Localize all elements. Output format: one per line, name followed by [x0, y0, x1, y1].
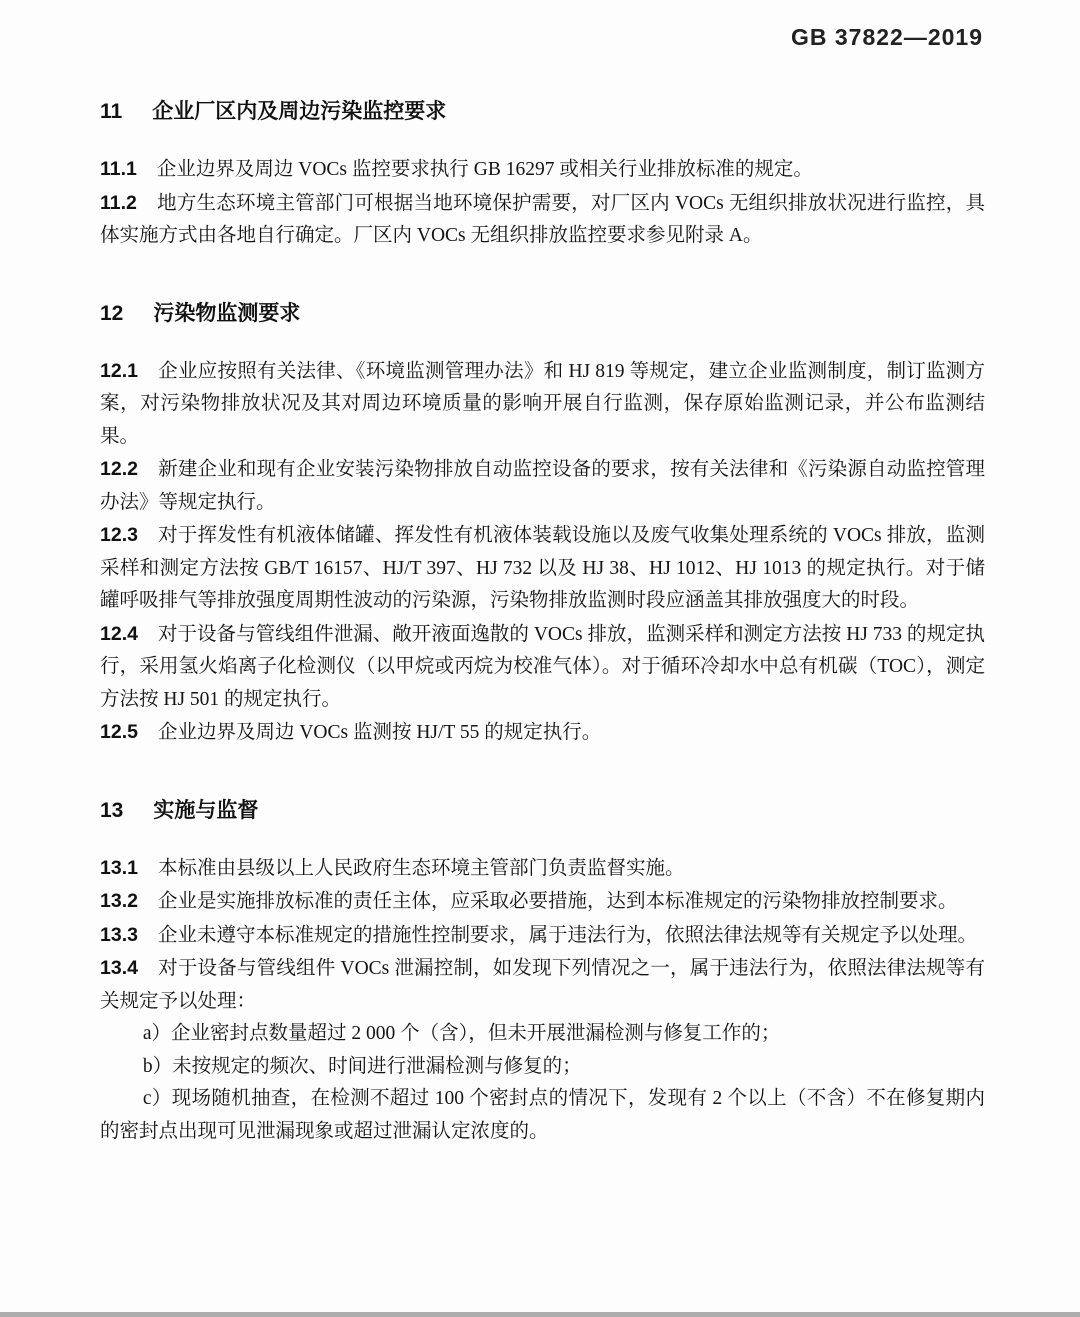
section-13-heading — [100, 794, 985, 824]
clause-13-1 — [100, 852, 985, 886]
clause-11-2-text: 地方生态环境主管部门可根据当地环境保护需要，对厂区内 VOCs 无组织排放状况进行监控，具体实施方式由各地自行确定。厂区内 VOCs 无组织排放监控要求参见附录 A。 — [100, 192, 985, 246]
clause-13-4-number: 13.4 — [100, 957, 138, 979]
clause-12-1-text: 企业应按照有关法律、《环境监测管理办法》和 HJ 819 等规定，建立企业监测制度，制订监测方案，对污染物排放状况及其对周边环境质量的影响开展自行监测，保存原始监测记录，并公布监测结果。 — [100, 360, 985, 447]
section-13-title: 实施与监督 — [153, 798, 259, 822]
clause-12-2-number: 12.2 — [100, 458, 138, 480]
section-12-title: 污染物监测要求 — [153, 301, 301, 325]
clause-13-2 — [100, 885, 985, 919]
list-item-b: b）未按规定的频次、时间进行泄漏检测与修复的； — [142, 1055, 582, 1077]
clause-12-5-text: 企业边界及周边 VOCs 监测按 HJ/T 55 的规定执行。 — [157, 722, 602, 743]
clause-12-2 — [100, 453, 985, 519]
clause-13-1-text: 本标准由县级以上人民政府生态环境主管部门负责监督实施。 — [157, 857, 685, 879]
list-item-a: a）企业密封点数量超过 2 000 个（含），但未开展泄漏检测与修复工作的； — [142, 1023, 781, 1044]
clause-12-1-number: 12.1 — [100, 359, 138, 382]
clause-12-3 — [100, 519, 985, 618]
clause-12-1 — [100, 355, 985, 454]
section-12-heading — [100, 297, 985, 327]
clause-11-1 — [100, 153, 985, 187]
standard-number-header: GB 37822—2019 — [790, 24, 983, 50]
section-12-number: 12 — [100, 301, 124, 325]
clause-11-2 — [100, 187, 985, 253]
clause-12-2-text: 新建企业和现有企业安装污染物排放自动监控设备的要求，按有关法律和《污染源自动监控管理办法》等规定执行。 — [100, 459, 985, 513]
clause-11-2-number: 11.2 — [100, 191, 137, 214]
clause-12-5 — [100, 716, 985, 750]
clause-13-3-number: 13.3 — [100, 923, 138, 946]
section-13-number: 13 — [100, 798, 124, 822]
clause-13-3 — [100, 919, 985, 953]
clause-13-4-text: 对于设备与管线组件 VOCs 泄漏控制，如发现下列情况之一，属于违法行为，依照法律法规等有关规定予以处理： — [100, 958, 985, 1012]
clause-12-4-text: 对于设备与管线组件泄漏、敞开液面逸散的 VOCs 排放，监测采样和测定方法按 HJ 733 的规定执行，采用氢火焰离子化检测仪（以甲烷或丙烷为校准气体）。对于循环冷却水中总有机碳（TOC），测定方法按 HJ 501 的规定执行。 — [100, 623, 985, 710]
clause-13-3-text: 企业未遵守本标准规定的措施性控制要求，属于违法行为，依照法律法规等有关规定予以处理。 — [157, 924, 977, 946]
clause-12-3-text: 对于挥发性有机液体储罐、挥发性有机液体装载设施以及废气收集处理系统的 VOCs 排放，监测采样和测定方法按 GB/T 16157、HJ/T 397、HJ 732 以及 HJ 38、HJ 1012、HJ 1013 的规定执行。对于储罐呼吸排气等排放强度周期性波动的污染源，污染物排放监测时段应涵盖其排放强度大的时段。 — [100, 525, 985, 611]
section-11-title: 企业厂区内及周边污染监控要求 — [152, 100, 447, 123]
clause-11-1-text: 企业边界及周边 VOCs 监控要求执行 GB 16297 或相关行业排放标准的规定。 — [156, 159, 813, 180]
clause-11-1-number: 11.1 — [100, 158, 137, 180]
clause-13-2-number: 13.2 — [100, 890, 138, 912]
clause-13-4 — [100, 952, 985, 1018]
clause-13-1-number: 13.1 — [100, 856, 138, 879]
clause-12-5-number: 12.5 — [100, 721, 138, 743]
section-11-number: 11 — [100, 100, 123, 123]
clause-12-4 — [100, 618, 985, 717]
list-item-c: c）现场随机抽查，在检测不超过 100 个密封点的情况下，发现有 2 个以上（不含）不在修复期内的密封点出现可见泄漏现象或超过泄漏认定浓度的。 — [100, 1088, 985, 1142]
scan-edge-bottom — [0, 1312, 1080, 1317]
clause-12-3-number: 12.3 — [100, 524, 138, 546]
section-11-heading — [100, 95, 985, 125]
clause-12-4-number: 12.4 — [100, 622, 138, 645]
clause-13-2-text: 企业是实施排放标准的责任主体，应采取必要措施，达到本标准规定的污染物排放控制要求。 — [157, 891, 958, 912]
